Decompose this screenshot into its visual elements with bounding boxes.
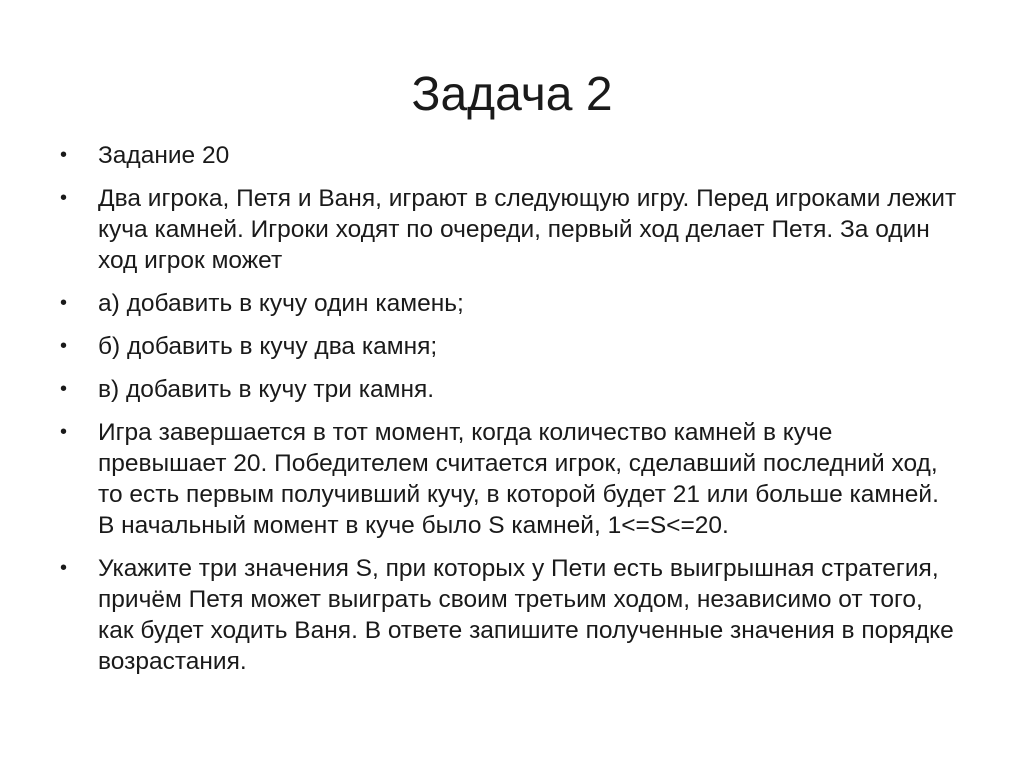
move-option-b: б) добавить в кучу два камня;: [98, 333, 438, 360]
bullet-icon: •: [60, 378, 68, 400]
list-item: [60, 183, 960, 276]
move-option-a: а) добавить в кучу один камень;: [98, 290, 464, 317]
bullet-icon: •: [60, 557, 68, 579]
bullet-icon: •: [60, 187, 68, 209]
bullet-icon: •: [60, 335, 68, 357]
list-item: [60, 553, 960, 677]
list-item: [60, 140, 960, 171]
list-item: [60, 374, 960, 405]
question-text: Укажите три значения S, при которых у Пети есть выигрышная стратегия, причём Петя может выиграть своим третьим ходом, независимо от того, как будет ходить Ваня. В ответе запишите полученные значения в порядке возрастания.: [98, 555, 954, 675]
move-option-c: в) добавить в кучу три камня.: [98, 376, 435, 403]
game-end-rule: Игра завершается в тот момент, когда количество камней в куче превышает 20. Победителем считается игрок, сделавший последний ход, то есть первым получивший кучу, в которой будет 21 или больше камней. В начальный момент в куче было S камней, 1<=S<=20.: [98, 419, 939, 539]
list-item: [60, 331, 960, 362]
slide-title: Задача 2: [411, 68, 613, 121]
task-number: Задание 20: [98, 142, 230, 169]
bullet-icon: •: [60, 144, 68, 166]
game-description: Два игрока, Петя и Ваня, играют в следующую игру. Перед игроками лежит куча камней. Игроки ходят по очереди, первый ход делает Петя. За один ход игрок может: [98, 185, 957, 274]
list-item: [60, 288, 960, 319]
bullet-icon: •: [60, 292, 68, 314]
bullet-icon: •: [60, 421, 68, 443]
list-item: [60, 417, 960, 541]
bullet-list: [60, 140, 960, 689]
